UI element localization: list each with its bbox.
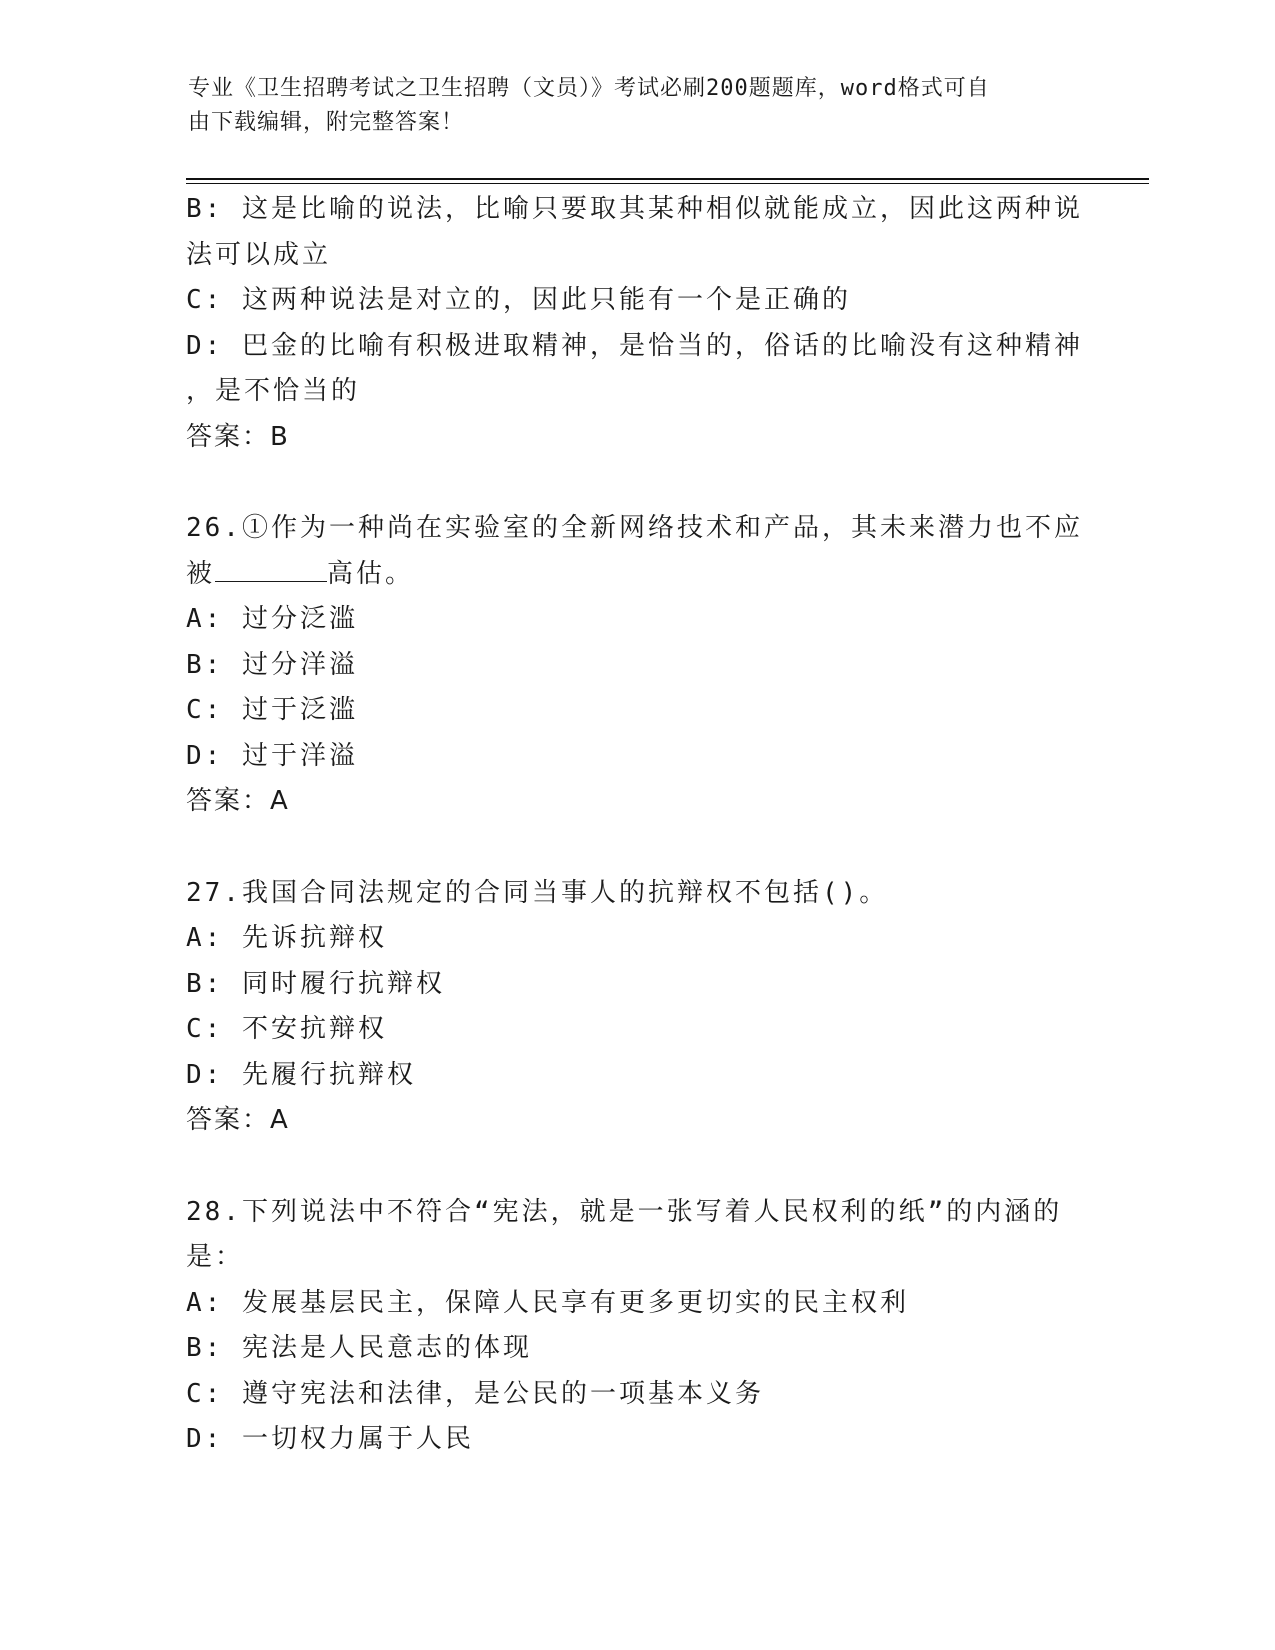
question-list bbox=[186, 187, 1086, 1463]
header-divider-thick bbox=[186, 178, 1149, 180]
option-b-continued: 法可以成立 bbox=[186, 239, 332, 270]
question-stem: 28.下列说法中不符合“宪法，就是一张写着人民权利的纸”的内涵的 bbox=[186, 1196, 1063, 1227]
option-a: A: 先诉抗辩权 bbox=[186, 923, 387, 953]
answer: 答案：B bbox=[186, 421, 290, 452]
option-d: D: 一切权力属于人民 bbox=[186, 1424, 474, 1454]
option-a: A: 发展基层民主，保障人民享有更多更切实的民主权利 bbox=[186, 1287, 909, 1318]
option-b: B: 这是比喻的说法，比喻只要取其某种相似就能成立，因此这两种说 bbox=[186, 194, 1083, 224]
fill-in-blank bbox=[215, 555, 327, 582]
option-d: D: 巴金的比喻有积极进取精神，是恰当的，俗话的比喻没有这种精神 bbox=[186, 330, 1083, 361]
option-d: D: 先履行抗辩权 bbox=[186, 1059, 416, 1090]
question-stem: 26.①作为一种尚在实验室的全新网络技术和产品，其未来潜力也不应 bbox=[186, 513, 1083, 543]
question-stem-continued: 是： bbox=[186, 1242, 245, 1272]
question-stem-continued bbox=[186, 552, 1086, 598]
answer: 答案：A bbox=[186, 786, 290, 816]
question-block-25 bbox=[186, 187, 1086, 460]
option-d: D: 过于洋溢 bbox=[186, 740, 358, 771]
question-block-27 bbox=[186, 871, 1086, 1144]
question-block-28 bbox=[186, 1190, 1086, 1463]
option-c: C: 不安抗辩权 bbox=[186, 1014, 387, 1044]
answer: 答案：A bbox=[186, 1105, 290, 1135]
option-d-continued: ，是不恰当的 bbox=[186, 376, 361, 406]
header-line-2: 由下载编辑，附完整答案！ bbox=[188, 110, 465, 135]
option-c: C: 过于泛滥 bbox=[186, 695, 358, 725]
option-b: B: 同时履行抗辩权 bbox=[186, 968, 445, 999]
header-divider-thin bbox=[186, 183, 1149, 184]
header-line-1: 专业《卫生招聘考试之卫生招聘（文员）》考试必刷200题题库，word格式可自 bbox=[188, 76, 990, 101]
question-block-26 bbox=[186, 506, 1086, 825]
document-header bbox=[188, 72, 1068, 140]
option-c: C: 遵守宪法和法律，是公民的一项基本义务 bbox=[186, 1378, 764, 1409]
option-b: B: 宪法是人民意志的体现 bbox=[186, 1333, 532, 1363]
option-a: A: 过分泛滥 bbox=[186, 604, 358, 634]
question-stem: 27.我国合同法规定的合同当事人的抗辩权不包括()。 bbox=[186, 877, 889, 908]
option-c: C: 这两种说法是对立的，因此只能有一个是正确的 bbox=[186, 285, 851, 315]
stem-text-before-blank: 被 bbox=[186, 558, 216, 589]
option-b: B: 过分洋溢 bbox=[186, 649, 358, 680]
stem-text-after-blank: 高估。 bbox=[327, 558, 415, 589]
